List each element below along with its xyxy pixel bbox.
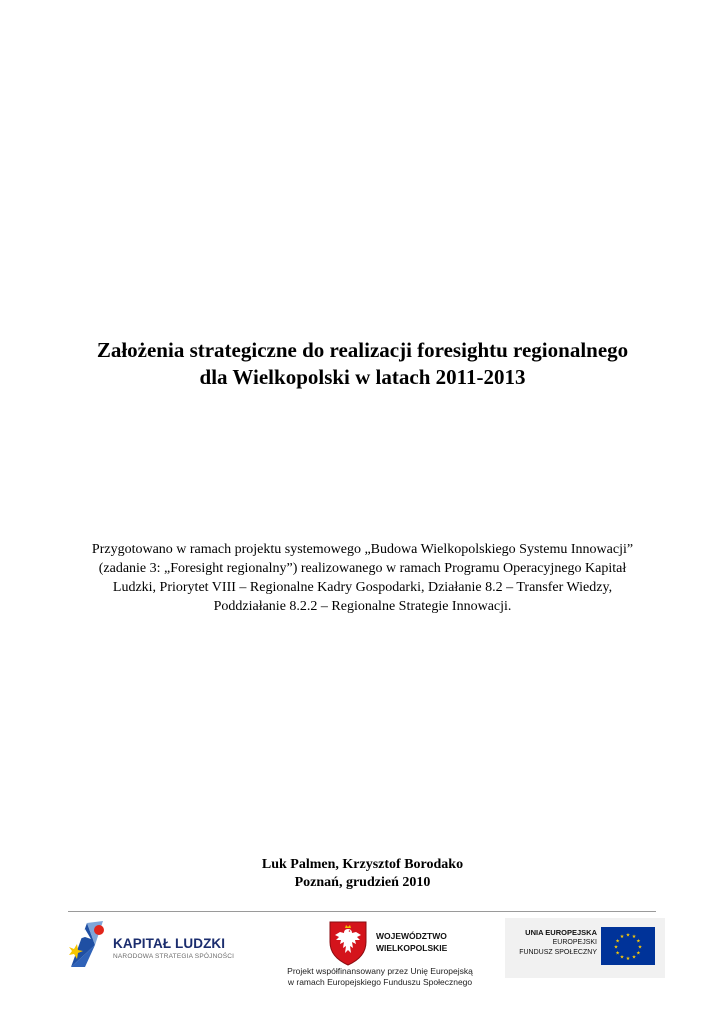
svg-text:★: ★ — [615, 950, 620, 957]
svg-text:★: ★ — [619, 954, 625, 961]
place-date: Poznań, grudzień 2010 — [294, 875, 431, 890]
svg-text:★: ★ — [619, 934, 625, 940]
intro-line-4: Poddziałanie 8.2.2 – Regionalne Strategie Innowacji. — [213, 599, 512, 614]
svg-text:★: ★ — [613, 944, 619, 951]
svg-text:★: ★ — [625, 956, 631, 963]
eu-efs-logo — [505, 918, 665, 978]
kapital-ludzki-name: KAPITAŁ LUDZKI — [113, 936, 226, 951]
kapital-ludzki-emblem-icon — [65, 917, 109, 969]
eu-line-2: FUNDUSZ SPOŁECZNY — [519, 949, 597, 956]
funding-note — [240, 966, 520, 988]
svg-text:★: ★ — [625, 932, 631, 939]
wielkopolska-eagle-crest-icon — [328, 920, 368, 966]
intro-paragraph — [55, 540, 670, 616]
svg-text:★: ★ — [615, 938, 620, 945]
funding-line-1: Projekt współfinansowany przez Unię Europejską — [287, 966, 473, 976]
svg-text:★: ★ — [631, 934, 637, 940]
document-title — [40, 337, 685, 391]
intro-line-2: (zadanie 3: „Foresight regionalny”) realizowanego w ramach Programu Operacyjnego Kapitał — [98, 561, 627, 576]
kapital-ludzki-logo — [65, 917, 265, 973]
svg-text:★: ★ — [637, 944, 643, 951]
eu-title: UNIA EUROPEJSKA — [525, 928, 597, 937]
wojewodztwo-label — [376, 930, 447, 954]
wojewodztwo-line-1: WOJEWÓDZTWO — [376, 931, 447, 941]
eu-label — [519, 928, 597, 958]
svg-text:★: ★ — [631, 954, 637, 961]
svg-text:★: ★ — [636, 950, 641, 957]
intro-line-1: Przygotowano w ramach projektu systemowego „Budowa Wielkopolskiego Systemu Innowacji” — [91, 542, 634, 557]
svg-text:★: ★ — [636, 938, 641, 945]
footer-divider — [68, 911, 656, 912]
kapital-ludzki-tagline: NARODOWA STRATEGIA SPÓJNOŚCI — [113, 953, 235, 960]
funding-line-2: w ramach Europejskiego Funduszu Społecznego — [287, 977, 473, 987]
footer-logos — [60, 914, 665, 994]
wojewodztwo-line-2: WIELKOPOLSKIE — [376, 943, 448, 953]
title-line-2: dla Wielkopolski w latach 2011-2013 — [199, 365, 526, 389]
author-names: Luk Palmen, Krzysztof Borodako — [261, 857, 464, 872]
eu-line-1: EUROPEJSKI — [552, 939, 597, 946]
wojewodztwo-wielkopolskie-logo — [328, 920, 478, 970]
authors-block — [100, 856, 625, 892]
title-line-1: Założenia strategiczne do realizacji foresightu regionalnego — [96, 338, 629, 362]
intro-line-3: Ludzki, Priorytet VIII – Regionalne Kadry Gospodarki, Działanie 8.2 – Transfer Wiedzy, — [112, 580, 613, 595]
eu-flag-icon — [601, 927, 655, 965]
